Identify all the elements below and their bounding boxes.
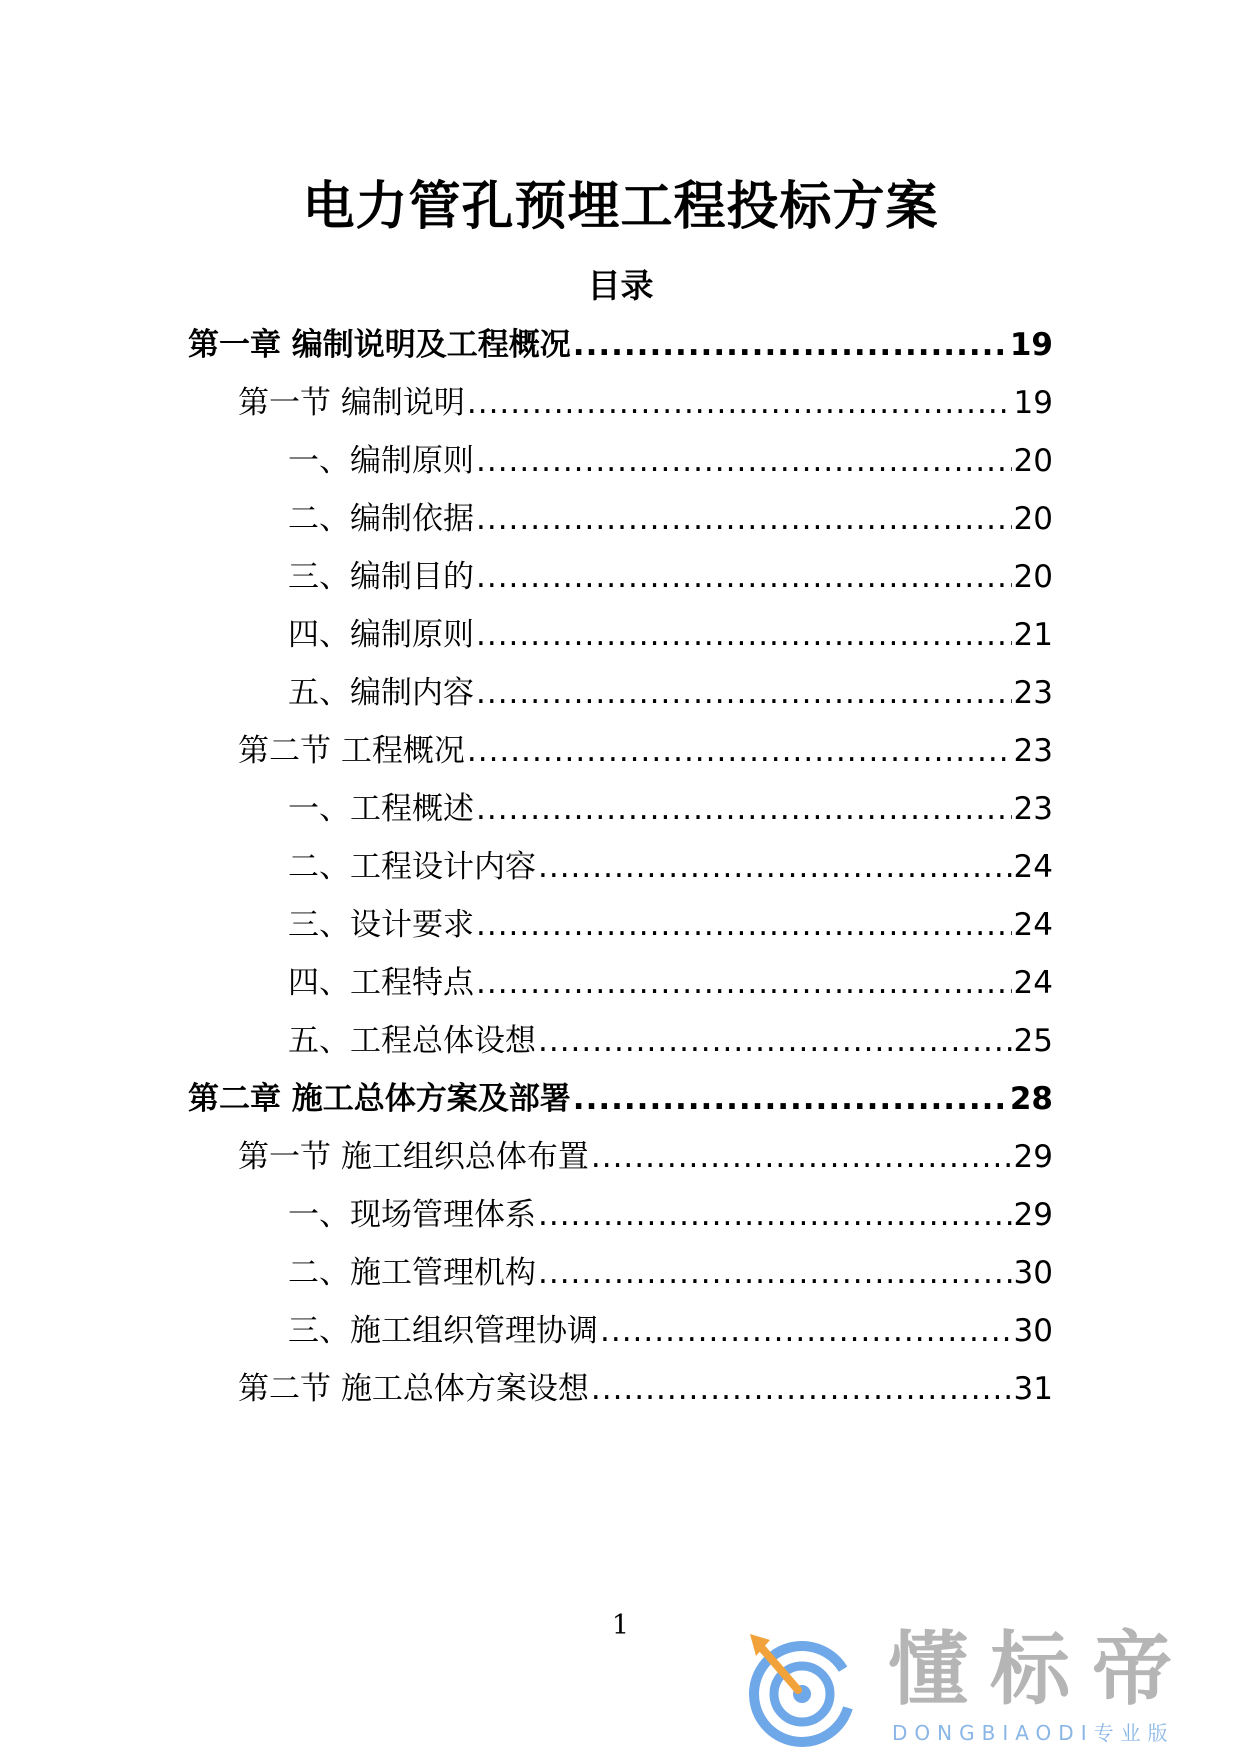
- toc-entry-item[interactable]: [288, 784, 1053, 834]
- toc-entry-item[interactable]: [288, 1248, 1053, 1298]
- toc-entry-page: 28: [1009, 1081, 1053, 1117]
- watermark-subtitle: DONGBIAODI专业版: [892, 1721, 1175, 1745]
- toc-dot-leader: [573, 320, 1008, 370]
- toc-dot-leader: [591, 1364, 1012, 1414]
- toc-heading: 目录: [587, 266, 654, 305]
- toc-entry-page: 20: [1013, 501, 1053, 537]
- toc-dot-leader: [600, 1306, 1012, 1356]
- toc-entry-item[interactable]: [288, 552, 1053, 602]
- toc-dot-leader: [538, 842, 1012, 892]
- toc-entry-label: 第一节 施工组织总体布置: [238, 1139, 589, 1175]
- toc-entry-page: 29: [1013, 1197, 1053, 1233]
- toc-entry-label: 一、编制原则: [288, 443, 474, 479]
- toc-entry-label: 第一节 编制说明: [238, 385, 465, 421]
- toc-dot-leader: [538, 1016, 1012, 1066]
- toc-entry-item[interactable]: [288, 1016, 1053, 1066]
- toc-entry-page: 19: [1009, 327, 1053, 363]
- toc-dot-leader: [591, 1132, 1012, 1182]
- toc-entry-chapter-2[interactable]: [188, 1074, 1053, 1124]
- toc-entry-label: 二、施工管理机构: [288, 1255, 536, 1291]
- toc-entry-page: 20: [1013, 559, 1053, 595]
- toc-entry-page: 20: [1013, 443, 1053, 479]
- toc-dot-leader: [476, 552, 1012, 602]
- toc-entry-page: 29: [1013, 1139, 1053, 1175]
- toc-entry-page: 19: [1013, 385, 1053, 421]
- toc-entry-item[interactable]: [288, 1306, 1053, 1356]
- toc-dot-leader: [476, 784, 1012, 834]
- toc-dot-leader: [476, 900, 1012, 950]
- watermark: [740, 1620, 1230, 1750]
- toc-entry-page: 30: [1013, 1255, 1053, 1291]
- toc-entry-page: 25: [1013, 1023, 1053, 1059]
- toc-dot-leader: [476, 494, 1012, 544]
- toc-entry-label: 三、施工组织管理协调: [288, 1313, 598, 1349]
- toc-dot-leader: [476, 668, 1012, 718]
- toc-entry-label: 五、工程总体设想: [288, 1023, 536, 1059]
- toc-entry-item[interactable]: [288, 900, 1053, 950]
- target-arrow-icon: [740, 1630, 870, 1750]
- page-number: 1: [611, 1610, 630, 1641]
- toc-entry-item[interactable]: [288, 494, 1053, 544]
- toc-entry-section[interactable]: [238, 1364, 1053, 1414]
- toc-entry-label: 第二节 施工总体方案设想: [238, 1371, 589, 1407]
- toc-dot-leader: [538, 1190, 1012, 1240]
- toc-entry-label: 三、设计要求: [288, 907, 474, 943]
- toc-entry-label: 四、编制原则: [288, 617, 474, 653]
- toc-entry-page: 23: [1013, 733, 1053, 769]
- toc-entry-label: 第二章 施工总体方案及部署: [188, 1081, 571, 1117]
- toc-entry-item[interactable]: [288, 1190, 1053, 1240]
- toc-dot-leader: [538, 1248, 1012, 1298]
- toc-entry-item[interactable]: [288, 610, 1053, 660]
- toc-entry-item[interactable]: [288, 842, 1053, 892]
- toc-entry-page: 23: [1013, 791, 1053, 827]
- toc-entry-label: 二、编制依据: [288, 501, 474, 537]
- toc-dot-leader: [476, 436, 1012, 486]
- toc-entry-chapter-1[interactable]: [188, 320, 1053, 370]
- document-title: 电力管孔预埋工程投标方案: [302, 177, 939, 237]
- toc-entry-item[interactable]: [288, 668, 1053, 718]
- toc-dot-leader: [573, 1074, 1008, 1124]
- toc-entry-label: 一、现场管理体系: [288, 1197, 536, 1233]
- toc-entry-label: 四、工程特点: [288, 965, 474, 1001]
- toc-entry-page: 24: [1013, 907, 1053, 943]
- toc-entry-page: 21: [1013, 617, 1053, 653]
- toc-dot-leader: [476, 958, 1012, 1008]
- toc-entry-item[interactable]: [288, 436, 1053, 486]
- toc-dot-leader: [467, 378, 1012, 428]
- toc-entry-label: 二、工程设计内容: [288, 849, 536, 885]
- toc-dot-leader: [476, 610, 1012, 660]
- toc-dot-leader: [467, 726, 1012, 776]
- toc-entry-label: 第一章 编制说明及工程概况: [188, 327, 571, 363]
- toc-entry-label: 五、编制内容: [288, 675, 474, 711]
- watermark-brand: 懂标帝: [888, 1623, 1194, 1716]
- toc-entry-section[interactable]: [238, 726, 1053, 776]
- toc-entry-label: 三、编制目的: [288, 559, 474, 595]
- toc-entry-page: 24: [1013, 965, 1053, 1001]
- toc-entry-item[interactable]: [288, 958, 1053, 1008]
- toc-entry-page: 24: [1013, 849, 1053, 885]
- toc-entry-section[interactable]: [238, 1132, 1053, 1182]
- toc-entry-page: 30: [1013, 1313, 1053, 1349]
- toc-entry-label: 第二节 工程概况: [238, 733, 465, 769]
- toc-entry-label: 一、工程概述: [288, 791, 474, 827]
- toc-entry-page: 31: [1013, 1371, 1053, 1407]
- toc-entry-section[interactable]: [238, 378, 1053, 428]
- toc-entry-page: 23: [1013, 675, 1053, 711]
